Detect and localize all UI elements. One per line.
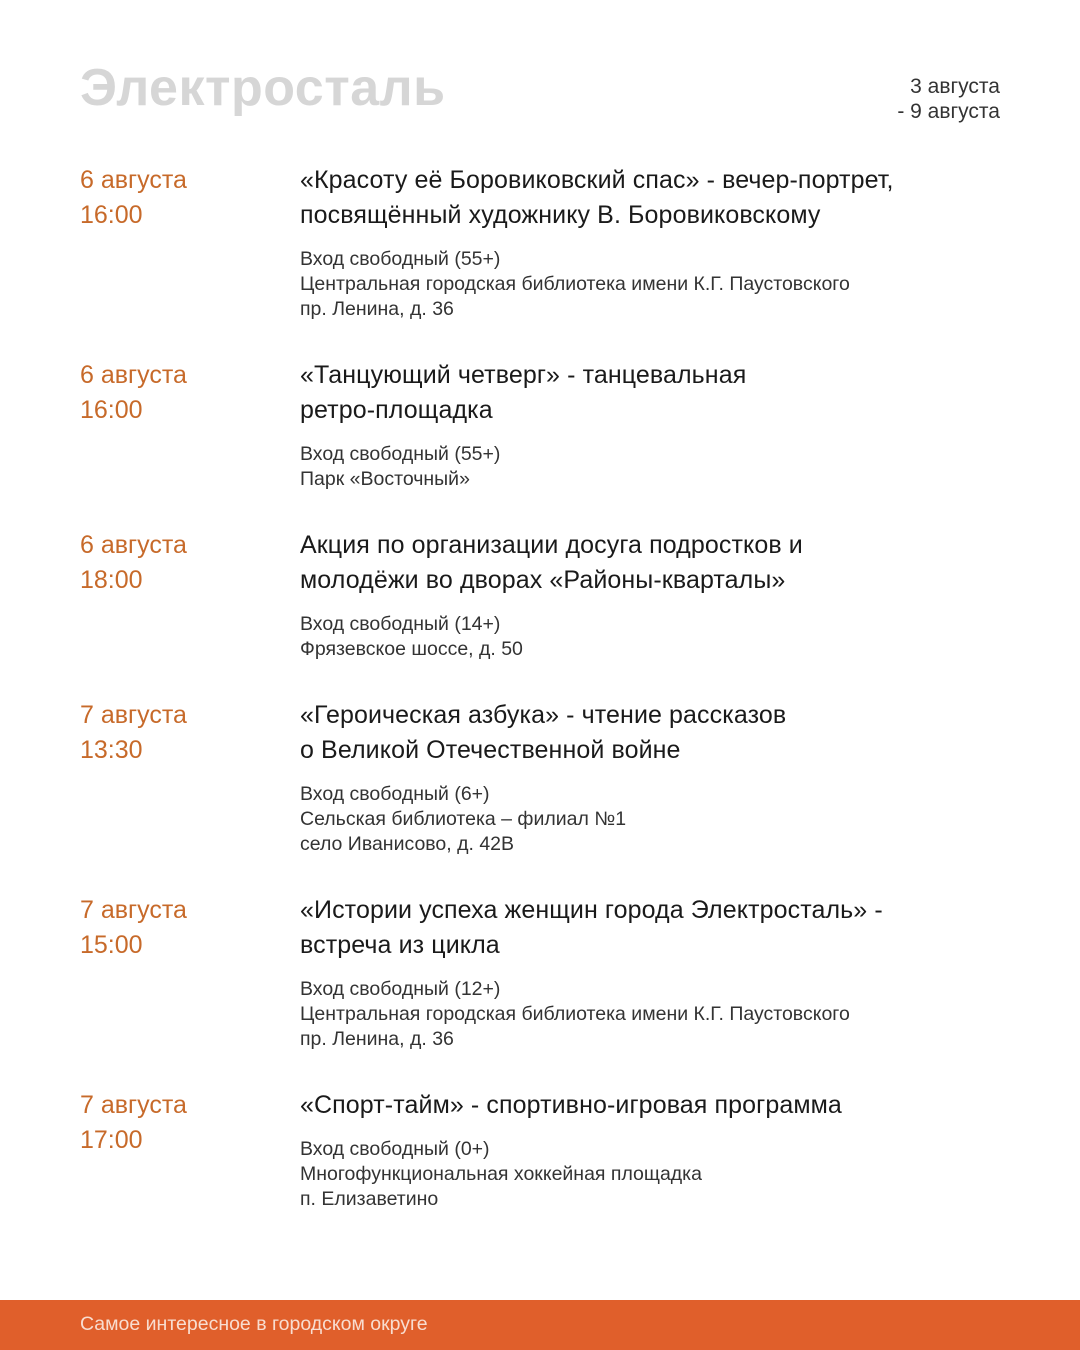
date-range (897, 74, 1000, 124)
event-title-line: посвящённый художнику В. Боровиковскому (300, 201, 821, 229)
event-body (300, 163, 1000, 322)
event-title (300, 163, 1000, 233)
event-datetime (80, 893, 280, 963)
event-info (300, 247, 1000, 322)
event-time: 16:00 (80, 396, 143, 424)
event-title (300, 1088, 1000, 1123)
event-title-line: встреча из цикла (300, 931, 500, 959)
event-title (300, 358, 1000, 428)
event-date: 6 августа (80, 531, 187, 559)
event-address: село Иванисово, д. 42В (300, 833, 515, 855)
event-date: 7 августа (80, 1091, 187, 1119)
date-range-end: - 9 августа (897, 100, 1000, 123)
footer-bar (0, 1300, 1080, 1350)
event-address: п. Елизаветино (300, 1188, 439, 1210)
event-time: 18:00 (80, 566, 143, 594)
event-admission: Вход свободный (12+) (300, 978, 501, 1000)
event-datetime (80, 698, 280, 768)
event-address: пр. Ленина, д. 36 (300, 1028, 454, 1050)
event-date: 6 августа (80, 166, 187, 194)
event-title-line: о Великой Отечественной войне (300, 736, 681, 764)
event-date: 6 августа (80, 361, 187, 389)
event-time: 13:30 (80, 736, 143, 764)
event-time: 16:00 (80, 201, 143, 229)
event-date: 7 августа (80, 701, 187, 729)
event-admission: Вход свободный (0+) (300, 1138, 490, 1160)
event-body (300, 1088, 1000, 1212)
event-title (300, 698, 1000, 768)
event-info (300, 612, 1000, 662)
event-info (300, 442, 1000, 492)
event-admission: Вход свободный (6+) (300, 783, 490, 805)
event-info (300, 782, 1000, 857)
event-date: 7 августа (80, 896, 187, 924)
event-body (300, 358, 1000, 492)
event-address: Фрязевское шоссе, д. 50 (300, 638, 523, 660)
event-venue: Центральная городская библиотека имени К.Г. Паустовского (300, 273, 850, 295)
event-title-line: «Спорт-тайм» - спортивно-игровая программа (300, 1091, 842, 1119)
footer-text: Самое интересное в городском округе (80, 1313, 428, 1335)
event-title-line: «Танцующий четверг» - танцевальная (300, 361, 747, 389)
event-body (300, 698, 1000, 857)
event-venue: Многофункциональная хоккейная площадка (300, 1163, 702, 1185)
event-venue: Сельская библиотека – филиал №1 (300, 808, 627, 830)
event-address: пр. Ленина, д. 36 (300, 298, 454, 320)
page-title: Электросталь (80, 59, 446, 117)
event-title-line: Акция по организации досуга подростков и (300, 531, 803, 559)
event-datetime (80, 528, 280, 598)
event-title-line: «Истории успеха женщин города Электросталь» - (300, 896, 883, 924)
event-title-line: «Героическая азбука» - чтение рассказов (300, 701, 787, 729)
event-admission: Вход свободный (14+) (300, 613, 501, 635)
event-time: 17:00 (80, 1126, 143, 1154)
event-info (300, 977, 1000, 1052)
event-admission: Вход свободный (55+) (300, 443, 501, 465)
event-title (300, 893, 1000, 963)
event-title-line: «Красоту её Боровиковский спас» - вечер-портрет, (300, 166, 894, 194)
date-range-start: 3 августа (910, 75, 1000, 98)
event-body (300, 893, 1000, 1052)
event-body (300, 528, 1000, 662)
event-title-line: ретро-площадка (300, 396, 493, 424)
event-time: 15:00 (80, 931, 143, 959)
event-venue: Центральная городская библиотека имени К.Г. Паустовского (300, 1003, 850, 1025)
event-datetime (80, 163, 280, 233)
event-datetime (80, 1088, 280, 1158)
event-datetime (80, 358, 280, 428)
event-title (300, 528, 1000, 598)
event-title-line: молодёжи во дворах «Районы-кварталы» (300, 566, 786, 594)
event-admission: Вход свободный (55+) (300, 248, 501, 270)
event-info (300, 1137, 1000, 1212)
event-venue: Парк «Восточный» (300, 468, 470, 490)
